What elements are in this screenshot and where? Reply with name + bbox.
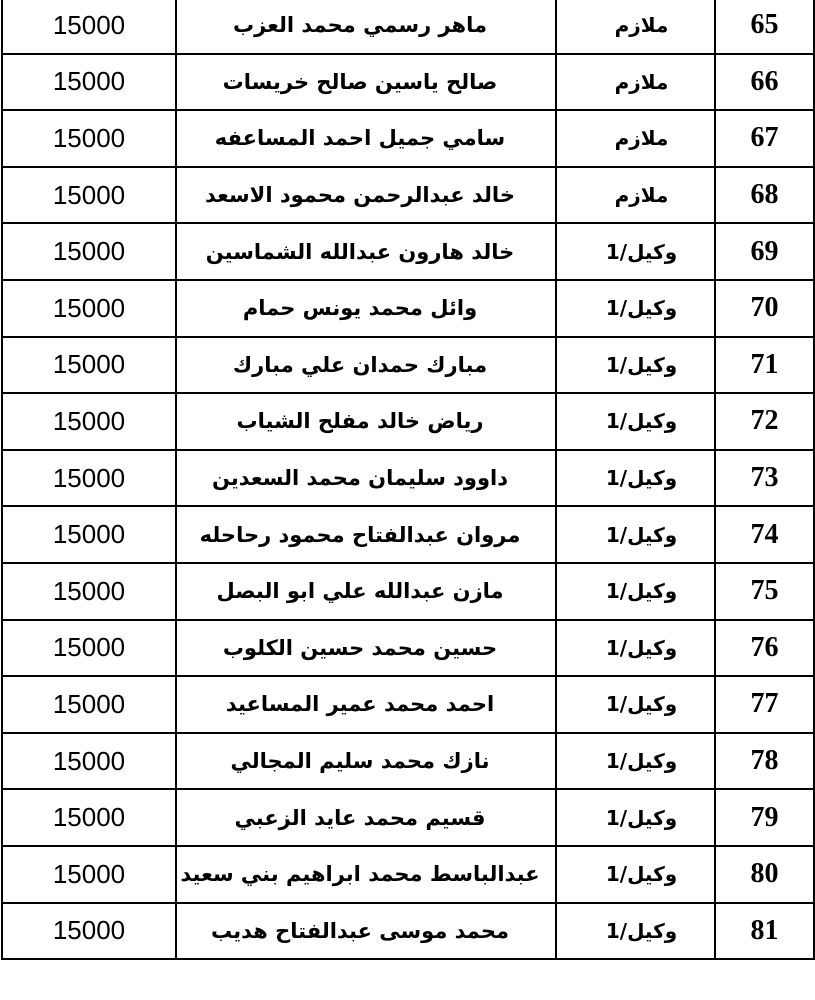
name-cell: [176, 789, 556, 846]
rank-text: وكيل/1: [605, 635, 678, 660]
number-cell: [715, 54, 814, 111]
name-text: سامي جميل احمد المساعفه: [214, 126, 506, 151]
rank-text: ملازم: [614, 126, 669, 151]
number-text: 70: [750, 292, 779, 324]
number-text: 78: [750, 745, 779, 777]
rank-text: وكيل/1: [605, 692, 678, 717]
number-text: 81: [750, 914, 779, 946]
number-text: 66: [750, 65, 779, 97]
name-cell: [176, 167, 556, 224]
amount-cell: [2, 676, 176, 733]
amount-cell: [2, 0, 176, 54]
number-cell: [715, 789, 814, 846]
number-text: 74: [750, 518, 779, 550]
amount-text: 15000: [52, 9, 126, 40]
number-text: 69: [750, 235, 779, 267]
name-text: مروان عبدالفتاح محمود رحاحله: [199, 522, 521, 547]
number-cell: [715, 280, 814, 337]
table-row: [2, 280, 814, 337]
amount-cell: [2, 563, 176, 620]
number-text: 80: [750, 858, 779, 890]
number-cell: [715, 393, 814, 450]
rank-cell: [556, 110, 715, 167]
table-body: [2, 0, 814, 959]
number-text: 79: [750, 801, 779, 833]
amount-cell: [2, 846, 176, 903]
amount-cell: [2, 450, 176, 507]
amount-text: 15000: [52, 122, 126, 153]
rank-cell: [556, 620, 715, 677]
table-row: [2, 393, 814, 450]
amount-text: 15000: [52, 575, 126, 606]
amount-text: 15000: [52, 292, 126, 323]
table-row: [2, 563, 814, 620]
number-cell: [715, 337, 814, 394]
amount-cell: [2, 337, 176, 394]
rank-text: ملازم: [614, 183, 669, 208]
amount-text: 15000: [52, 802, 126, 833]
table-row: [2, 450, 814, 507]
amount-text: 15000: [52, 179, 126, 210]
rank-cell: [556, 167, 715, 224]
amount-text: 15000: [52, 236, 126, 267]
table-row: [2, 620, 814, 677]
name-text: محمد موسى عبدالفتاح هديب: [211, 918, 509, 943]
name-cell: [176, 280, 556, 337]
number-text: 68: [750, 179, 779, 211]
name-text: مازن عبدالله علي ابو البصل: [216, 579, 504, 604]
amount-cell: [2, 393, 176, 450]
rank-cell: [556, 789, 715, 846]
rank-cell: [556, 733, 715, 790]
name-text: حسين محمد حسين الكلوب: [222, 635, 498, 660]
name-text: احمد محمد عمير المساعيد: [225, 692, 495, 717]
name-text: داوود سليمان محمد السعدين: [211, 466, 509, 491]
amount-text: 15000: [52, 858, 126, 889]
amount-text: 15000: [52, 688, 126, 719]
number-text: 71: [750, 348, 779, 380]
table-row: [2, 337, 814, 394]
amount-cell: [2, 789, 176, 846]
amount-cell: [2, 620, 176, 677]
name-text: ماهر رسمي محمد العزب: [233, 13, 487, 38]
rank-text: وكيل/1: [605, 749, 678, 774]
number-cell: [715, 733, 814, 790]
rank-cell: [556, 280, 715, 337]
rank-text: وكيل/1: [605, 579, 678, 604]
rank-text: وكيل/1: [605, 466, 678, 491]
name-text: رياض خالد مفلح الشياب: [236, 409, 484, 434]
amount-text: 15000: [52, 519, 126, 550]
name-text: مبارك حمدان علي مبارك: [232, 352, 488, 377]
number-text: 72: [750, 405, 779, 437]
amount-cell: [2, 280, 176, 337]
name-cell: [176, 676, 556, 733]
table-row: [2, 506, 814, 563]
amount-text: 15000: [52, 632, 126, 663]
amount-cell: [2, 223, 176, 280]
name-text: وائل محمد يونس حمام: [242, 296, 478, 321]
rank-text: ملازم: [614, 13, 669, 38]
number-text: 67: [750, 122, 779, 154]
name-text: خالد عبدالرحمن محمود الاسعد: [205, 183, 515, 208]
name-cell: [176, 506, 556, 563]
rank-cell: [556, 337, 715, 394]
rank-text: وكيل/1: [605, 239, 678, 264]
name-text: نازك محمد سليم المجالي: [230, 749, 490, 774]
name-cell: [176, 563, 556, 620]
table-row: [2, 54, 814, 111]
table-row: [2, 789, 814, 846]
amount-text: 15000: [52, 745, 126, 776]
table-row: [2, 110, 814, 167]
number-text: 75: [750, 575, 779, 607]
number-cell: [715, 903, 814, 960]
name-cell: [176, 393, 556, 450]
rank-cell: [556, 450, 715, 507]
amount-text: 15000: [52, 405, 126, 436]
name-cell: [176, 110, 556, 167]
name-cell: [176, 54, 556, 111]
table-row: [2, 167, 814, 224]
number-cell: [715, 110, 814, 167]
rank-cell: [556, 846, 715, 903]
number-cell: [715, 620, 814, 677]
number-cell: [715, 846, 814, 903]
amount-text: 15000: [52, 349, 126, 380]
name-cell: [176, 620, 556, 677]
table-row: [2, 733, 814, 790]
rank-cell: [556, 393, 715, 450]
table-row: [2, 223, 814, 280]
rank-cell: [556, 563, 715, 620]
amount-cell: [2, 54, 176, 111]
number-text: 73: [750, 462, 779, 494]
amount-cell: [2, 733, 176, 790]
rank-text: وكيل/1: [605, 805, 678, 830]
name-cell: [176, 903, 556, 960]
number-cell: [715, 223, 814, 280]
rank-text: وكيل/1: [605, 862, 678, 887]
name-text: صالح ياسين صالح خريسات: [222, 69, 498, 94]
name-text: قسيم محمد عايد الزعبي: [234, 805, 486, 830]
rank-cell: [556, 0, 715, 54]
rank-cell: [556, 506, 715, 563]
number-cell: [715, 0, 814, 54]
number-text: 77: [750, 688, 779, 720]
number-cell: [715, 676, 814, 733]
name-text: خالد هارون عبدالله الشماسين: [205, 239, 515, 264]
rank-cell: [556, 54, 715, 111]
number-cell: [715, 506, 814, 563]
rank-text: وكيل/1: [605, 352, 678, 377]
name-cell: [176, 450, 556, 507]
rank-text: وكيل/1: [605, 522, 678, 547]
name-cell: [176, 223, 556, 280]
number-text: 65: [750, 9, 779, 41]
amount-cell: [2, 903, 176, 960]
rank-cell: [556, 676, 715, 733]
table-row: [2, 903, 814, 960]
rank-text: وكيل/1: [605, 409, 678, 434]
number-cell: [715, 450, 814, 507]
rank-cell: [556, 903, 715, 960]
rank-cell: [556, 223, 715, 280]
table-row: [2, 676, 814, 733]
amount-text: 15000: [52, 66, 126, 97]
number-cell: [715, 563, 814, 620]
amount-cell: [2, 167, 176, 224]
name-cell: [176, 846, 556, 903]
name-cell: [176, 0, 556, 54]
rank-text: وكيل/1: [605, 918, 678, 943]
personnel-table: [1, 0, 815, 960]
rank-text: ملازم: [614, 69, 669, 94]
number-cell: [715, 167, 814, 224]
table-row: [2, 0, 814, 54]
rank-text: وكيل/1: [605, 296, 678, 321]
name-text: عبدالباسط محمد ابراهيم بني سعيد: [180, 862, 540, 887]
amount-text: 15000: [52, 462, 126, 493]
amount-text: 15000: [52, 915, 126, 946]
number-text: 76: [750, 631, 779, 663]
table-row: [2, 846, 814, 903]
amount-cell: [2, 506, 176, 563]
name-cell: [176, 733, 556, 790]
name-cell: [176, 337, 556, 394]
amount-cell: [2, 110, 176, 167]
